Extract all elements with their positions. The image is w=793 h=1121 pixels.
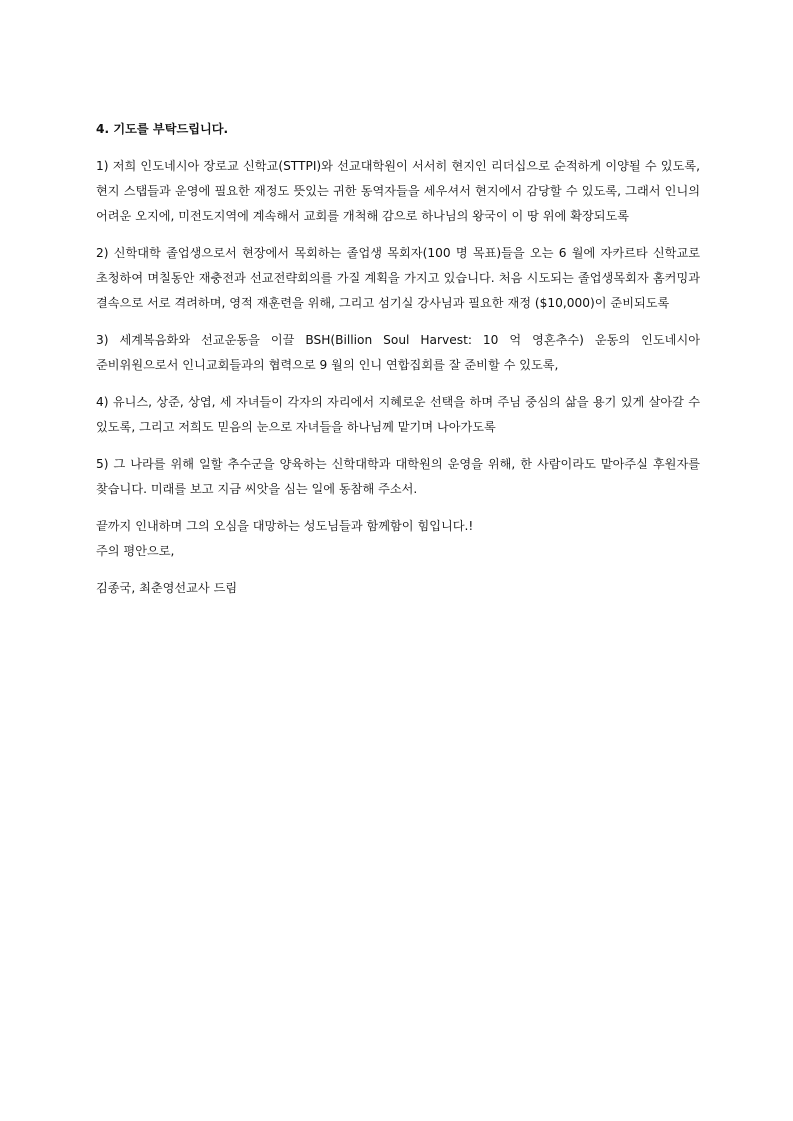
closing-block [96, 514, 700, 564]
prayer-item-2: 2) 신학대학 졸업생으로서 현장에서 목회하는 졸업생 목회자(100 명 목표)들을 오는 6 월에 자카르타 신학교로 초청하여 며칠동안 재충전과 선교전략회의를 가질 계획을 가지고 있습니다. 처음 시도되는 졸업생목회자 홈커밍과 결속으로 서로 격려하며, 영적 재훈련을 위해, 그리고 섬기실 강사님과 필요한 재정 ($10,000)이 준비되도록 [96, 246, 700, 310]
prayer-item-5: 5) 그 나라를 위해 일할 추수군을 양육하는 신학대학과 대학원의 운영을 위해, 한 사람이라도 맡아주실 후원자를 찾습니다. 미래를 보고 지금 씨앗을 심는 일에 동참해 주소서. [96, 457, 700, 496]
prayer-item-4: 4) 유니스, 상준, 상엽, 세 자녀들이 각자의 자리에서 지혜로운 선택을 하며 주님 중심의 삶을 용기 있게 살아갈 수 있도록, 그리고 저희도 믿음의 눈으로 자녀들을 하나님께 맡기며 나아가도록 [96, 395, 700, 434]
blessing-line: 주의 평안으로, [96, 544, 175, 558]
letter-content [96, 117, 700, 601]
prayer-item-1: 1) 저희 인도네시아 장로교 신학교(STTPI)와 선교대학원이 서서히 현지인 리더십으로 순적하게 이양될 수 있도록, 현지 스탭들과 운영에 필요한 재정도 뜻있는 귀한 동역자들을 세우셔서 현지에서 감당할 수 있도록, 그래서 인니의 어려운 오지에, 미전도지역에 계속해서 교회를 개척해 감으로 하나님의 왕국이 이 땅 위에 확장되도록 [96, 159, 700, 223]
prayer-item-3: 3) 세계복음화와 선교운동을 이끌 BSH(Billion Soul Harvest: 10 억 영혼추수) 운동의 인도네시아 준비위원으로서 인니교회들과의 협력으로 9 월의 인니 연합집회를 잘 준비할 수 있도록, [96, 333, 700, 372]
section-heading: 4. 기도를 부탁드립니다. [96, 122, 229, 136]
closing-line: 끝까지 인내하며 그의 오심을 대망하는 성도님들과 함께함이 힘입니다.! [96, 519, 474, 533]
signature: 김종국, 최춘영선교사 드림 [96, 581, 238, 595]
